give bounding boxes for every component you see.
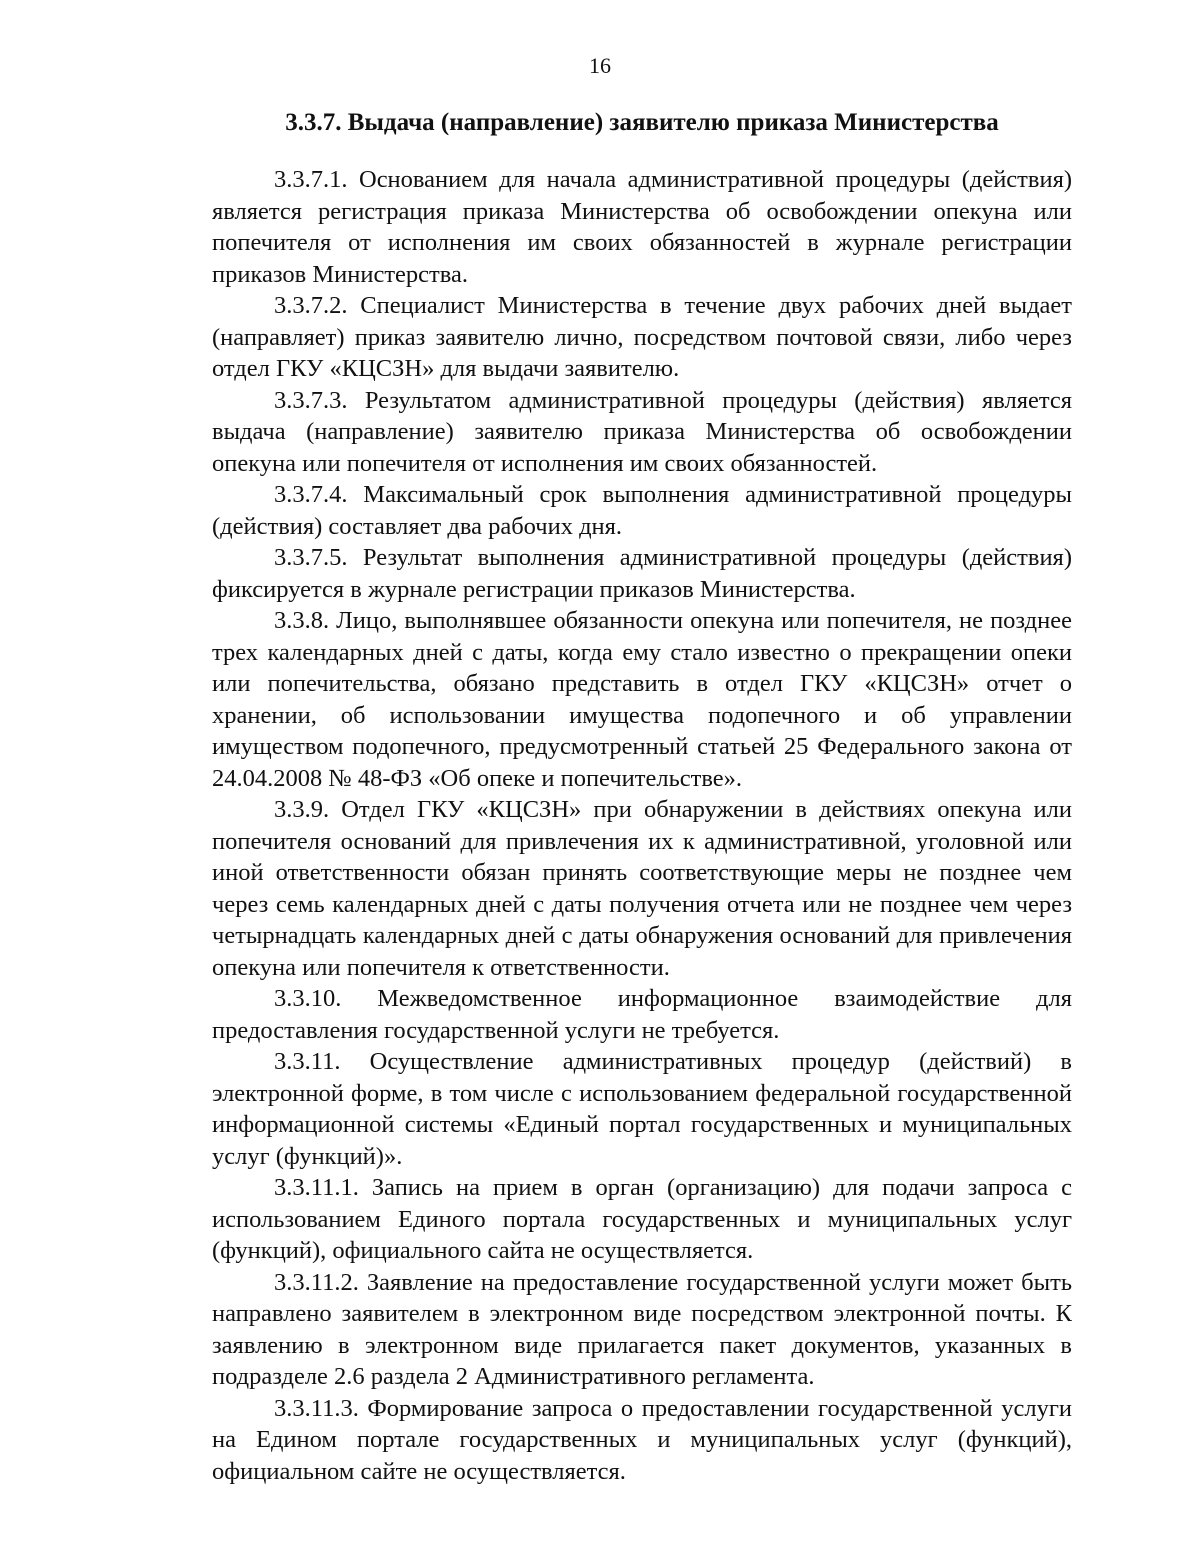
paragraph-3-3-7-3: 3.3.7.3. Результатом административной процедуры (действия) является выдача (направление) заявителю приказа Министерства об освобождении опекуна или попечителя от исполнения им своих обязанностей.: [212, 386, 1072, 477]
paragraph-3-3-9: 3.3.9. Отдел ГКУ «КЦСЗН» при обнаружении в действиях опекуна или попечителя оснований для привлечения их к административной, уголовной или иной ответственности обязан принять соответствующие меры не позднее чем через семь календарных дней с даты получения отчета или не позднее чем через четырнадцать календарных дней с даты обнаружения оснований для привлечения опекуна или попечителя к ответственности.: [212, 796, 1072, 981]
paragraph-3-3-7-4: 3.3.7.4. Максимальный срок выполнения административной процедуры (действия) составляет два рабочих дня.: [212, 481, 1072, 540]
paragraph-3-3-7-2: 3.3.7.2. Специалист Министерства в течение двух рабочих дней выдает (направляет) приказ заявителю лично, посредством почтовой связи, либо через отдел ГКУ «КЦСЗН» для выдачи заявителю.: [212, 292, 1072, 382]
paragraph-3-3-11-1: 3.3.11.1. Запись на прием в орган (организацию) для подачи запроса с использованием Единого портала государственных и муниципальных услуг (функций), официального сайта не осуществляется.: [212, 1174, 1072, 1264]
paragraph-3-3-11: 3.3.11. Осуществление административных процедур (действий) в электронной форме, в том числе с использованием федеральной государственной информационной системы «Единый портал государственных и муниципальных услуг (функций)».: [212, 1048, 1072, 1170]
paragraph-3-3-11-2: 3.3.11.2. Заявление на предоставление государственной услуги может быть направлено заявителем в электронном виде посредством электронной почты. К заявлению в электронном виде прилагается пакет документов, указанных в подразделе 2.6 раздела 2 Административного регламента.: [212, 1268, 1072, 1390]
paragraph-3-3-10: 3.3.10. Межведомственное информационное взаимодействие для предоставления государственной услуги не требуется.: [212, 985, 1072, 1044]
paragraph-3-3-7-1: 3.3.7.1. Основанием для начала административной процедуры (действия) является регистрация приказа Министерства об освобождении опекуна или попечителя от исполнения им своих обязанностей в журнале регистрации приказов Министерства.: [212, 166, 1072, 288]
paragraph-3-3-11-3: 3.3.11.3. Формирование запроса о предоставлении государственной услуги на Едином портале государственных и муниципальных услуг (функций), официальном сайте не осуществляется.: [212, 1394, 1072, 1485]
paragraph-3-3-8: 3.3.8. Лицо, выполнявшее обязанности опекуна или попечителя, не позднее трех календарных дней с даты, когда ему стало известно о прекращении опеки или попечительства, обязано представить в отдел ГКУ «КЦСЗН» отчет о хранении, об использовании имущества подопечного и об управлении имуществом подопечного, предусмотренный статьей 25 Федерального закона от 24.04.2008 № 48-ФЗ «Об опеке и попечительстве».: [212, 607, 1072, 792]
page-number: 16: [589, 53, 611, 78]
document-body: [212, 164, 1072, 1487]
paragraph-3-3-7-5: 3.3.7.5. Результат выполнения административной процедуры (действия) фиксируется в журнале регистрации приказов Министерства.: [212, 544, 1072, 603]
section-heading: 3.3.7. Выдача (направление) заявителю приказа Министерства: [285, 109, 999, 136]
